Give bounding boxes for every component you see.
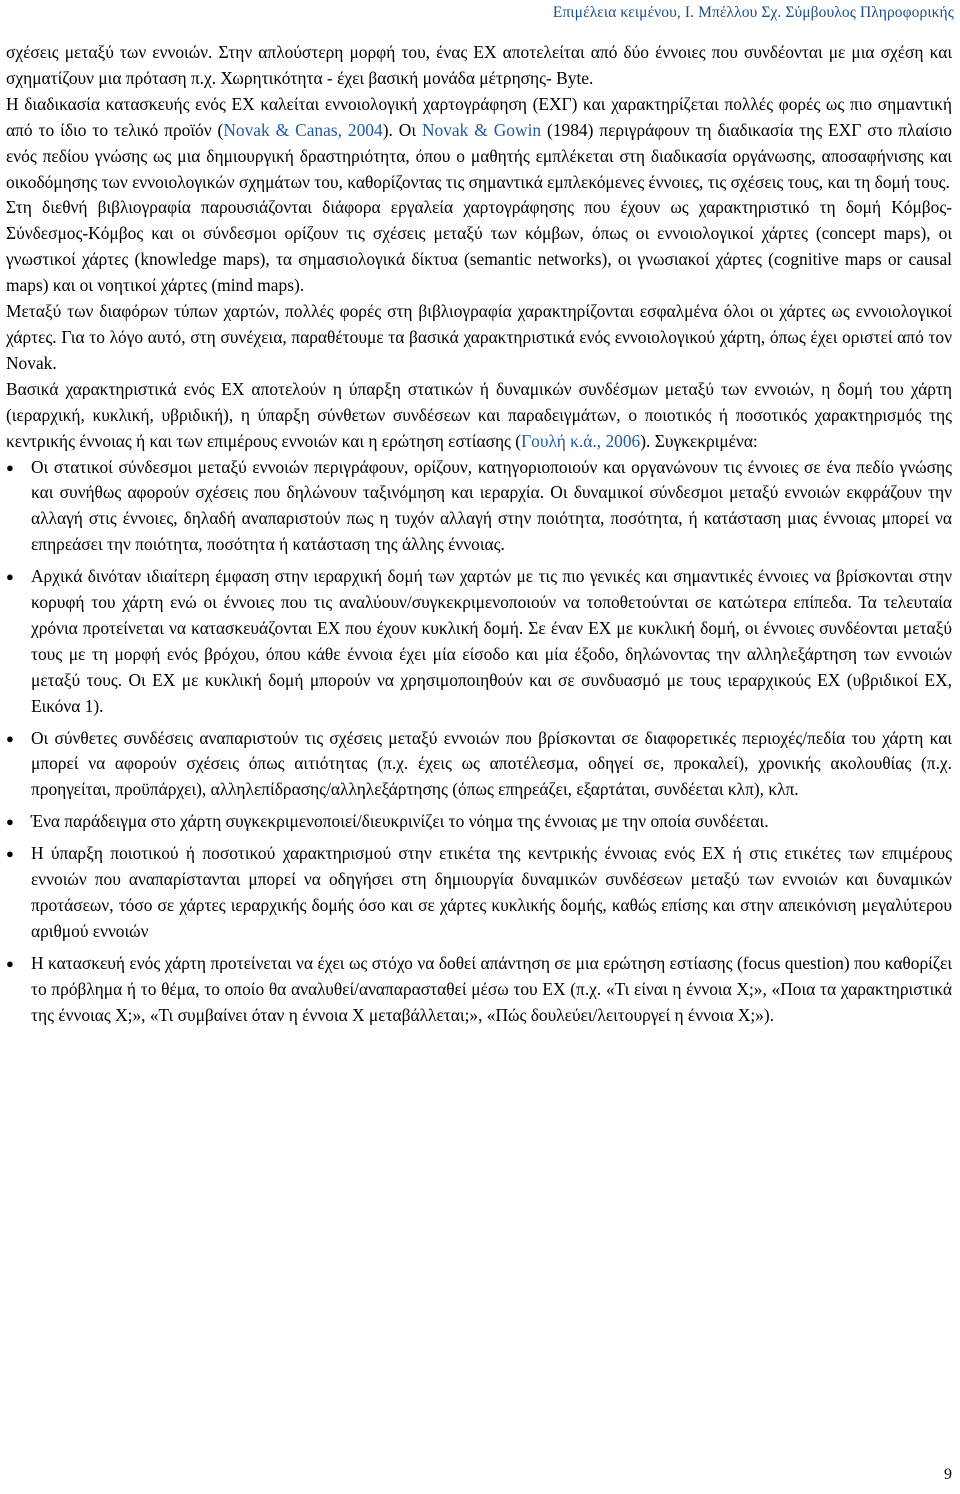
citation-gouli: Γουλή κ.ά., 2006	[521, 430, 641, 451]
paragraph-3: Στη διεθνή βιβλιογραφία παρουσιάζονται διάφορα εργαλεία χαρτογράφησης που έχουν ως χαρακτηριστικό τη δομή Κόμβος-Σύνδεσμος-Κόμβος και οι σύνδεσμοι ορίζουν τις σχέσεις μεταξύ των κόμβων, όπως οι εννοιολογικοί χάρτες (concept maps), οι γνωστικοί χάρτες (knowledge maps), τα σημασιολογικά δίκτυα (semantic networks), οι γνωσιακοί χάρτες (cognitive maps or causal maps) και οι νοητικοί χάρτες (mind maps).	[6, 197, 952, 296]
citation-novak-gowin: Novak & Gowin	[421, 119, 542, 140]
list-item: ● Ένα παράδειγμα στο χάρτη συγκεκριμενοποιεί/διευκρινίζει το νόημα της έννοιας με την οποία συνδέεται.	[6, 809, 952, 835]
bullet-icon: ●	[6, 730, 14, 746]
list-item: ● Οι στατικοί σύνδεσμοι μεταξύ εννοιών περιγράφουν, ορίζουν, κατηγοριοποιούν και οργανώνουν τις έννοιες σε ένα πεδίο γνώσης και συνήθως αφορούν σχέσεις που δηλώνουν ταξινόμηση και ιεραρχία. Οι δυναμικοί σύνδεσμοι μεταξύ εννοιών εκφράζουν την αλλαγή στις έννοιες, δηλαδή αναπαριστούν πως η τυχόν αλλαγή στην ποιότητα, ποσότητα, ή κατάσταση μιας έννοιας μπορεί να επηρεάσει την ποιότητα, ποσότητα ή κατάσταση της άλλης έννοιας.	[6, 456, 952, 555]
paragraph-1: σχέσεις μεταξύ των εννοιών. Στην απλούστερη μορφή του, ένας ΕΧ αποτελείται από δύο έννοιες που συνδέονται με μια σχέση και σχηματίζουν μια πρόταση π.χ. Χωρητικότητα - έχει βασική μονάδα μέτρησης- Byte.	[6, 42, 952, 88]
bullet-icon: ●	[6, 955, 14, 971]
list-item: ● Η ύπαρξη ποιοτικού ή ποσοτικού χαρακτηρισμού στην ετικέτα της κεντρικής έννοιας ενός ΕΧ ή στις ετικέτες των επιμέρους εννοιών που αναπαρίστανται μπορεί να οδηγήσει στη δημιουργία δυναμικών συνδέσεων μεταξύ των εννοιών και δυναμικών προτάσεων, τόσο σε χάρτες ιεραρχικής δομής όσο και σε χάρτες κυκλικής δομής, καθώς επίσης και στην απεικόνιση μεγαλύτερου αριθμού εννοιών	[6, 843, 952, 941]
paragraph-2: Η διαδικασία κατασκευής ενός ΕΧ καλείται εννοιολογική χαρτογράφηση (ΕΧΓ) και χαρακτηρίζεται πολλές φορές ως πιο σημαντική από το ίδιο το τελικό προϊόν (Novak & Canas, 2004). Οι Novak & Gowin (1984) περιγράφουν τη διαδικασία της ΕΧΓ στο πλαίσιο ενός πεδίου γνώσης ως μια δημιουργική δραστηριότητα, όπου ο μαθητής εμπλέκεται στη διαδικασία οργάνωσης, αποσαφήνισης και οικοδόμησης των εννοιολογικών σχημάτων του, καθορίζοντας τις σημαντικά εμπλεκόμενες έννοιες, τις σχέσεις τους, και τη δομή τους.	[6, 93, 952, 192]
list-item: ● Οι σύνθετες συνδέσεις αναπαριστούν τις σχέσεις μεταξύ εννοιών που βρίσκονται σε διαφορετικές περιοχές/πεδία του χάρτη και μπορεί να αφορούν σχέσεις όπως αιτιότητας (π.χ. έχεις ως αποτέλεσμα, οδηγεί σε, προκαλεί), χρονικής ακολουθίας (π.χ. προηγείται, προϋπάρχει), αλληλεπίδρασης/αλληλεξάρτησης (όπως επηρεάζει, εξαρτάται, συνδέεται κλπ), κλπ.	[6, 727, 952, 800]
paragraph-5: Βασικά χαρακτηριστικά ενός ΕΧ αποτελούν η ύπαρξη στατικών ή δυναμικών συνδέσμων μεταξύ των εννοιών, η δομή του χάρτη (ιεραρχική, κυκλική, υβριδική), η ύπαρξη σύνθετων συνδέσεων και παραδειγμάτων, ο ποιοτικός ή ποσοτικός χαρακτηρισμός της κεντρικής έννοιας ή και των επιμέρους εννοιών και η ερώτηση εστίασης (Γουλή κ.ά., 2006). Συγκεκριμένα:	[6, 378, 952, 451]
citation-novak-canas: Novak & Canas, 2004	[223, 119, 383, 140]
page-header: Επιμέλεια κειμένου, Ι. Μπέλλου Σχ. Σύμβουλος Πληροφορικής	[552, 4, 954, 21]
list-item: ● Αρχικά δινόταν ιδιαίτερη έμφαση στην ιεραρχική δομή των χαρτών με τις πιο γενικές και σημαντικές έννοιες να βρίσκονται στην κορυφή του χάρτη ενώ οι έννοιες που τις αναλύουν/συγκεκριμενοποιούν να τοποθετούνται σε κατώτερα επίπεδα. Τα τελευταία χρόνια προτείνεται να κατασκευάζονται ΕΧ που έχουν κυκλική δομή. Σε έναν ΕΧ με κυκλική δομή, οι έννοιες συνδέονται μεταξύ τους με τη μορφή ενός βρόχου, όπου κάθε έννοια έχει μία είσοδο και μία έξοδο, δηλώνοντας την αλληλεξάρτηση των εννοιών μεταξύ τους. Οι ΕΧ με κυκλική δομή μπορούν να χρησιμοποιηθούν και σε συνδυασμό με τους ιεραρχικούς ΕΧ (υβριδικοί ΕΧ, Εικόνα 1).	[6, 566, 952, 716]
bullet-icon: ●	[6, 569, 14, 585]
bullet-icon: ●	[6, 459, 14, 475]
paragraph-4: Μεταξύ των διαφόρων τύπων χαρτών, πολλές φορές στη βιβλιογραφία χαρακτηρίζονται εσφαλμένα όλοι οι χάρτες ως εννοιολογικοί χάρτες. Για το λόγο αυτό, στη συνέχεια, παραθέτουμε τα βασικά χαρακτηριστικά ενός εννοιολογικού χάρτη, όπως έχει οριστεί από τον Novak.	[6, 301, 952, 373]
document-body	[6, 40, 952, 1035]
characteristics-list	[6, 455, 952, 1029]
bullet-icon: ●	[6, 846, 14, 862]
page-number: 9	[944, 1466, 952, 1483]
list-item: ● Η κατασκευή ενός χάρτη προτείνεται να έχει ως στόχο να δοθεί απάντηση σε μια ερώτηση εστίασης (focus question) που καθορίζει το πρόβλημα ή το θέμα, το οποίο θα αναλυθεί/αναπαρασταθεί μέσω του ΕΧ (π.χ. «Τι είναι η έννοια Χ;», «Ποια τα χαρακτηριστικά της έννοιας Χ;», «Τι συμβαίνει όταν η έννοια Χ μεταβάλλεται;», «Πώς δουλεύει/λειτουργεί η έννοια Χ;»).	[6, 952, 952, 1025]
bullet-icon: ●	[6, 814, 14, 830]
